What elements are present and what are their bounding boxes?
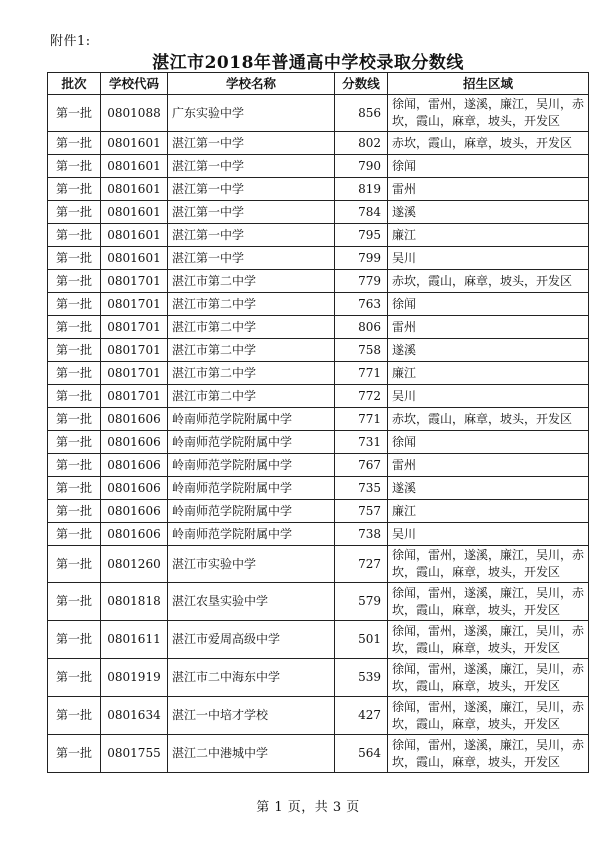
- cell-school-code: 0801601: [101, 247, 168, 270]
- cell-score: 790: [335, 155, 388, 178]
- cell-batch: 第一批: [48, 500, 101, 523]
- cell-region: 遂溪: [388, 477, 589, 500]
- cell-school-name: 湛江二中港城中学: [168, 735, 335, 773]
- table-row: [48, 132, 589, 155]
- cell-school-name: 岭南师范学院附属中学: [168, 477, 335, 500]
- table-row: [48, 224, 589, 247]
- cell-region: 雷州: [388, 454, 589, 477]
- cell-score: 501: [335, 621, 388, 659]
- cell-region: 吴川: [388, 247, 589, 270]
- cell-school-code: 0801701: [101, 316, 168, 339]
- cell-batch: 第一批: [48, 155, 101, 178]
- cell-batch: 第一批: [48, 293, 101, 316]
- cell-region: 赤坎，霞山，麻章，坡头，开发区: [388, 270, 589, 293]
- cell-school-name: 湛江市爱周高级中学: [168, 621, 335, 659]
- cell-score: 795: [335, 224, 388, 247]
- cell-school-code: 0801606: [101, 500, 168, 523]
- cell-school-name: 湛江市第二中学: [168, 316, 335, 339]
- cell-batch: 第一批: [48, 339, 101, 362]
- cell-school-code: 0801601: [101, 178, 168, 201]
- table-row: [48, 697, 589, 735]
- cell-school-code: 0801606: [101, 408, 168, 431]
- cell-score: 735: [335, 477, 388, 500]
- cell-school-name: 湛江市第二中学: [168, 362, 335, 385]
- cell-score: 806: [335, 316, 388, 339]
- cell-score: 757: [335, 500, 388, 523]
- column-header-score: 分数线: [335, 73, 388, 95]
- cell-school-code: 0801606: [101, 523, 168, 546]
- page-footer: 第 1 页，共 3 页: [256, 800, 360, 815]
- cell-score: 579: [335, 583, 388, 621]
- cell-school-name: 岭南师范学院附属中学: [168, 454, 335, 477]
- table-row: [48, 500, 589, 523]
- cell-score: 727: [335, 546, 388, 583]
- cell-score: 758: [335, 339, 388, 362]
- table-row: [48, 362, 589, 385]
- cell-score: 738: [335, 523, 388, 546]
- table-row: [48, 621, 589, 659]
- table-row: [48, 583, 589, 621]
- cell-region: 雷州: [388, 178, 589, 201]
- score-table: [47, 72, 589, 773]
- cell-region: 徐闻，雷州，遂溪，廉江，吴川，赤坎，霞山，麻章，坡头，开发区: [388, 546, 589, 583]
- cell-school-code: 0801818: [101, 583, 168, 621]
- cell-score: 779: [335, 270, 388, 293]
- cell-score: 856: [335, 95, 388, 132]
- cell-batch: 第一批: [48, 454, 101, 477]
- cell-score: 564: [335, 735, 388, 773]
- table-row: [48, 178, 589, 201]
- cell-school-code: 0801260: [101, 546, 168, 583]
- cell-batch: 第一批: [48, 385, 101, 408]
- cell-region: 廉江: [388, 224, 589, 247]
- cell-score: 763: [335, 293, 388, 316]
- cell-region: 徐闻: [388, 155, 589, 178]
- cell-school-name: 湛江第一中学: [168, 224, 335, 247]
- table-row: [48, 339, 589, 362]
- cell-school-name: 湛江市第二中学: [168, 385, 335, 408]
- cell-region: 廉江: [388, 362, 589, 385]
- table-row: [48, 385, 589, 408]
- cell-school-name: 湛江第一中学: [168, 132, 335, 155]
- cell-batch: 第一批: [48, 132, 101, 155]
- cell-batch: 第一批: [48, 546, 101, 583]
- cell-batch: 第一批: [48, 270, 101, 293]
- cell-region: 吴川: [388, 385, 589, 408]
- table-row: [48, 293, 589, 316]
- cell-batch: 第一批: [48, 247, 101, 270]
- cell-school-code: 0801088: [101, 95, 168, 132]
- cell-region: 赤坎，霞山，麻章，坡头，开发区: [388, 132, 589, 155]
- cell-school-name: 湛江市第二中学: [168, 293, 335, 316]
- cell-school-name: 湛江一中培才学校: [168, 697, 335, 735]
- cell-school-name: 湛江市实验中学: [168, 546, 335, 583]
- cell-school-name: 湛江市二中海东中学: [168, 659, 335, 697]
- cell-school-name: 湛江市第二中学: [168, 270, 335, 293]
- cell-region: 遂溪: [388, 339, 589, 362]
- table-row: [48, 95, 589, 132]
- cell-school-name: 岭南师范学院附属中学: [168, 523, 335, 546]
- cell-school-code: 0801611: [101, 621, 168, 659]
- cell-region: 徐闻: [388, 431, 589, 454]
- cell-school-code: 0801606: [101, 454, 168, 477]
- cell-score: 427: [335, 697, 388, 735]
- cell-batch: 第一批: [48, 735, 101, 773]
- cell-batch: 第一批: [48, 621, 101, 659]
- cell-school-name: 岭南师范学院附属中学: [168, 500, 335, 523]
- cell-school-code: 0801701: [101, 339, 168, 362]
- cell-school-name: 湛江第一中学: [168, 155, 335, 178]
- cell-school-code: 0801606: [101, 431, 168, 454]
- cell-region: 徐闻: [388, 293, 589, 316]
- cell-batch: 第一批: [48, 697, 101, 735]
- cell-school-code: 0801701: [101, 293, 168, 316]
- document-title: 湛江市2018年普通高中学校录取分数线: [152, 53, 464, 73]
- cell-score: 799: [335, 247, 388, 270]
- cell-score: 771: [335, 408, 388, 431]
- cell-region: 赤坎，霞山，麻章，坡头，开发区: [388, 408, 589, 431]
- cell-batch: 第一批: [48, 95, 101, 132]
- table-body: [48, 95, 589, 773]
- table-row: [48, 270, 589, 293]
- cell-region: 徐闻，雷州，遂溪，廉江，吴川，赤坎，霞山，麻章，坡头，开发区: [388, 583, 589, 621]
- cell-school-code: 0801701: [101, 385, 168, 408]
- column-header-batch: 批次: [48, 73, 101, 95]
- cell-batch: 第一批: [48, 523, 101, 546]
- cell-region: 徐闻，雷州，遂溪，廉江，吴川，赤坎，霞山，麻章，坡头，开发区: [388, 697, 589, 735]
- table-row: [48, 316, 589, 339]
- table-row: [48, 408, 589, 431]
- cell-score: 767: [335, 454, 388, 477]
- cell-batch: 第一批: [48, 408, 101, 431]
- cell-score: 802: [335, 132, 388, 155]
- cell-batch: 第一批: [48, 431, 101, 454]
- table-row: [48, 659, 589, 697]
- cell-school-code: 0801634: [101, 697, 168, 735]
- cell-region: 吴川: [388, 523, 589, 546]
- cell-region: 徐闻，雷州，遂溪，廉江，吴川，赤坎，霞山，麻章，坡头，开发区: [388, 659, 589, 697]
- table-row: [48, 477, 589, 500]
- cell-school-name: 湛江市第二中学: [168, 339, 335, 362]
- table-row: [48, 523, 589, 546]
- cell-school-name: 广东实验中学: [168, 95, 335, 132]
- cell-school-code: 0801601: [101, 224, 168, 247]
- cell-score: 819: [335, 178, 388, 201]
- cell-score: 731: [335, 431, 388, 454]
- cell-batch: 第一批: [48, 583, 101, 621]
- cell-batch: 第一批: [48, 224, 101, 247]
- cell-region: 徐闻，雷州，遂溪，廉江，吴川，赤坎，霞山，麻章，坡头，开发区: [388, 621, 589, 659]
- cell-school-name: 岭南师范学院附属中学: [168, 408, 335, 431]
- column-header-code: 学校代码: [101, 73, 168, 95]
- table-row: [48, 546, 589, 583]
- cell-batch: 第一批: [48, 659, 101, 697]
- cell-batch: 第一批: [48, 178, 101, 201]
- cell-batch: 第一批: [48, 362, 101, 385]
- cell-score: 772: [335, 385, 388, 408]
- table-row: [48, 431, 589, 454]
- table-header-row: [48, 73, 589, 95]
- cell-score: 539: [335, 659, 388, 697]
- cell-region: 徐闻，雷州，遂溪，廉江，吴川，赤坎，霞山，麻章，坡头，开发区: [388, 735, 589, 773]
- cell-region: 遂溪: [388, 201, 589, 224]
- cell-school-code: 0801606: [101, 477, 168, 500]
- cell-region: 雷州: [388, 316, 589, 339]
- cell-batch: 第一批: [48, 316, 101, 339]
- table-row: [48, 155, 589, 178]
- attachment-label: 附件1:: [50, 34, 91, 49]
- cell-region: 廉江: [388, 500, 589, 523]
- cell-school-code: 0801601: [101, 201, 168, 224]
- cell-batch: 第一批: [48, 477, 101, 500]
- table-row: [48, 735, 589, 773]
- cell-school-code: 0801601: [101, 132, 168, 155]
- cell-school-name: 湛江第一中学: [168, 247, 335, 270]
- column-header-region: 招生区域: [388, 73, 589, 95]
- cell-region: 徐闻，雷州，遂溪，廉江，吴川，赤坎，霞山，麻章，坡头，开发区: [388, 95, 589, 132]
- cell-score: 784: [335, 201, 388, 224]
- cell-school-name: 湛江第一中学: [168, 178, 335, 201]
- cell-school-code: 0801755: [101, 735, 168, 773]
- table-row: [48, 201, 589, 224]
- cell-school-code: 0801919: [101, 659, 168, 697]
- cell-school-code: 0801701: [101, 362, 168, 385]
- table-row: [48, 247, 589, 270]
- cell-score: 771: [335, 362, 388, 385]
- cell-school-code: 0801601: [101, 155, 168, 178]
- cell-school-code: 0801701: [101, 270, 168, 293]
- table-row: [48, 454, 589, 477]
- cell-school-name: 岭南师范学院附属中学: [168, 431, 335, 454]
- cell-batch: 第一批: [48, 201, 101, 224]
- cell-school-name: 湛江农垦实验中学: [168, 583, 335, 621]
- column-header-name: 学校名称: [168, 73, 335, 95]
- cell-school-name: 湛江第一中学: [168, 201, 335, 224]
